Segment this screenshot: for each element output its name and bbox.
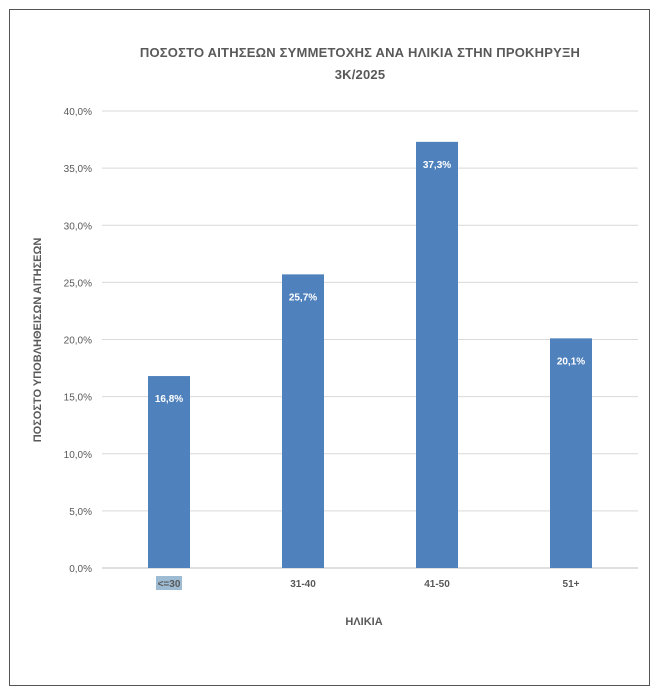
y-tick-label: 10,0% (63, 449, 92, 461)
x-axis-title: ΗΛΙΚΙΑ (345, 616, 383, 628)
x-category-label: 51+ (562, 579, 580, 590)
chart-title-line2: 3Κ/2025 (334, 67, 386, 82)
y-tick-label: 0,0% (69, 564, 92, 575)
y-tick-label: 35,0% (63, 164, 92, 176)
x-category-label: 31-40 (290, 579, 316, 590)
y-tick-label: 15,0% (63, 392, 92, 404)
bar-value-label: 20,1% (556, 356, 586, 368)
bar-value-label: 16,8% (154, 394, 184, 406)
y-tick-label: 20,0% (63, 335, 92, 347)
y-axis-title: ΠΟΣΟΣΤΟ ΥΠΟΒΛΗΘΕΙΣΩΝ ΑΙΤΗΣΕΩΝ (32, 237, 44, 443)
bar (416, 142, 458, 568)
chart-title: ΠΟΣΟΣΤΟ ΑΙΤΗΣΕΩΝ ΣΥΜΜΕΤΟΧΗΣ ΑΝΑ ΗΛΙΚΙΑ ΣΤΗΝ ΠΡΟΚΗΡΥΞΗ (139, 45, 581, 60)
x-category-label: <=30 (157, 579, 181, 590)
bars (148, 142, 592, 568)
bar-value-label: 37,3% (422, 159, 452, 171)
bar-value-label: 25,7% (288, 292, 318, 304)
y-tick-label: 40,0% (63, 107, 92, 118)
y-tick-label: 5,0% (69, 506, 92, 518)
y-tick-label: 30,0% (63, 221, 92, 233)
bar (282, 274, 324, 568)
bar (550, 338, 592, 568)
x-category-label: 41-50 (424, 579, 450, 590)
x-category-labels (156, 576, 580, 590)
y-tick-labels (64, 107, 92, 575)
y-tick-label: 25,0% (63, 278, 92, 290)
